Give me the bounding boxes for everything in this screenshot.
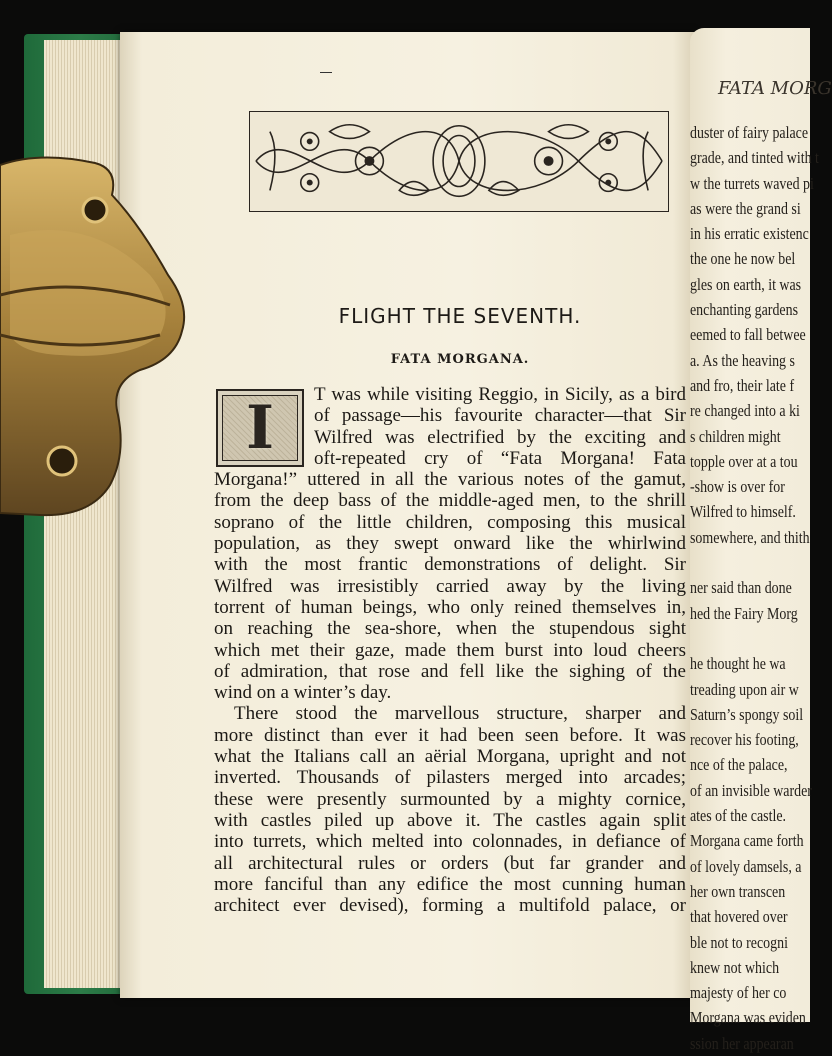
text-line: oft-repeated cry of “Fata Morgana! Fata [314, 447, 686, 469]
text-line: and fro, their late f [690, 375, 795, 395]
text-line: these were presently surmounted by a mighty cornice, [214, 788, 686, 810]
text-line: somewhere, and thith [690, 527, 810, 547]
text-line: architect ever devised), forming a multifold palace, or [214, 895, 686, 917]
text-line: into turrets, which melted into colonnades, in defiance of [214, 831, 686, 853]
text-line: nce of the palace, [690, 755, 788, 775]
text-line: -show is over for [690, 477, 785, 497]
ornamental-headpiece [249, 111, 669, 212]
text-line: duster of fairy palace [690, 123, 809, 142]
text-line: ner said than done [690, 578, 792, 598]
text-line: which met their gaze, made them burst into loud cheers [214, 639, 686, 661]
text-line: of lovely damsels, a [690, 856, 802, 876]
text-line: population, as they swept onward like the whirlwind [214, 533, 686, 555]
brass-clasp [0, 155, 188, 520]
text-line: wind on a winter’s day. [214, 682, 392, 704]
text-line: ssion her appearan [690, 1033, 794, 1053]
text-line: that hovered over [690, 907, 788, 927]
text-line: Morgana came forth [690, 831, 804, 851]
text-line: torrent of human beings, who only reined themselves in, [214, 596, 686, 618]
text-line: as were the grand si [690, 198, 801, 218]
text-line: topple over at a tou [690, 451, 798, 471]
text-line: re changed into a ki [690, 401, 800, 421]
text-line: the one he now bel [690, 249, 796, 269]
text-line: Wilfred was electrified by the exciting and [314, 426, 686, 448]
text-line: Morgana was eviden [690, 1008, 806, 1028]
text-line: recover his footing, [690, 730, 799, 750]
text-line: hed the Fairy Morg [690, 603, 798, 623]
text-line: inverted. Thousands of pilasters merged into arcades; [214, 767, 686, 789]
text-line: Saturn’s spongy soil [690, 704, 804, 724]
text-line: s children might [690, 426, 781, 446]
body-text [214, 384, 686, 916]
text-line: with the most frantic demonstrations of delight. Sir [214, 554, 686, 576]
text-line: a. As the heaving s [690, 350, 795, 370]
text-line: ble not to recogni [690, 932, 788, 952]
text-line: of an invisible warder [690, 780, 812, 800]
text-line [690, 626, 797, 651]
text-line: knew not which [690, 957, 780, 977]
section-title: FATA MORGANA. [390, 352, 530, 367]
text-line: of admiration, that rose and fell like the sighing of the [214, 660, 686, 682]
text-line [690, 550, 797, 575]
text-line: eemed to fall betwee [690, 325, 806, 345]
text-line: what the Italians call an aërial Morgana, upright and not [214, 746, 686, 768]
right-page [690, 28, 832, 1053]
text-line: of passage—his favourite character—that Sir [314, 405, 686, 427]
text-line: grade, and tinted with t [690, 148, 819, 168]
text-line: T was while visiting Reggio, in Sicily, as a bird [314, 384, 686, 405]
text-line: soprano of the little children, composing this musical [214, 511, 686, 533]
text-line: from the deep bass of the middle-aged men, to the shrill [214, 490, 686, 512]
text-line: Wilfred was irresistibly carried away by the living [214, 575, 686, 597]
text-line: with castles piled up above it. The castles again split [214, 809, 686, 831]
text-line: enchanting gardens [690, 300, 798, 320]
text-line: treading upon air w [690, 679, 799, 699]
text-line: her own transcen [690, 881, 786, 901]
text-line: all architectural rules or orders (but far grander and [214, 852, 686, 874]
text-line: gles on earth, it was [690, 274, 802, 294]
drop-cap-letter: I [245, 393, 275, 463]
right-page-text [690, 120, 819, 1056]
text-line: more distinct than ever it had been seen before. It was [214, 724, 686, 746]
text-line: he thought he wa [690, 654, 786, 674]
text-line: in his erratic existenc [690, 224, 809, 244]
text-line: on reaching the sea-shore, when the stupendous sight [214, 618, 686, 640]
text-line: majesty of her co [690, 983, 787, 1003]
text-line: There stood the marvellous structure, sharper and [234, 703, 686, 725]
chapter-title: FLIGHT THE SEVENTH. [338, 304, 582, 328]
running-header: FATA MORG [718, 78, 832, 99]
text-line: Wilfred to himself. [690, 502, 796, 522]
text-line: Morgana!” uttered in all the various notes of the gamut, [214, 469, 686, 491]
text-line: more fanciful than any edifice the most cunning human [214, 873, 686, 895]
text-line: w the turrets waved pi [690, 173, 814, 193]
page-mark [320, 72, 332, 73]
text-line: ates of the castle. [690, 806, 786, 826]
